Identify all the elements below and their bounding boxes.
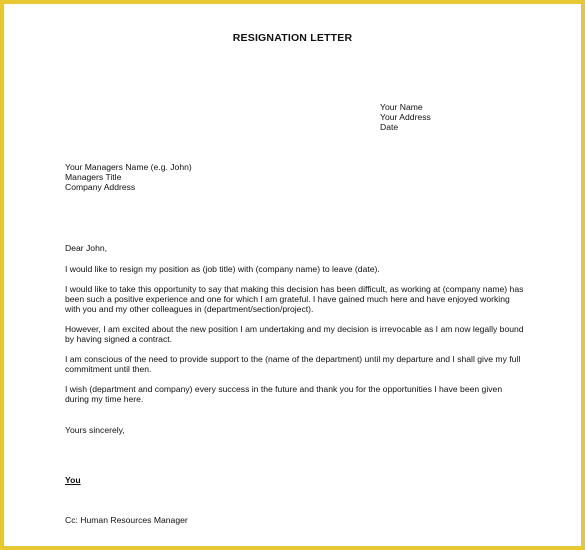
recipient-block <box>65 162 192 192</box>
paragraph-new-position: However, I am excited about the new position I am undertaking and my decision is irrevocable as I am now legally bound by having signed a contract. <box>65 324 524 344</box>
recipient-name: Your Managers Name (e.g. John) <box>65 162 192 172</box>
letter-page <box>4 4 581 546</box>
paragraph-support: I am conscious of the need to provide support to the (name of the department) until my departure and I shall give my full commitment until then. <box>65 354 521 374</box>
paragraph-resignation: I would like to resign my position as (job title) with (company name) to leave (date). <box>65 264 380 274</box>
sender-block <box>380 102 431 132</box>
paragraph-gratitude: I would like to take this opportunity to say that making this decision has been difficult, as working at (company name) has been such a positive experience and one for which I am grateful. I have gained much here and have enjoyed working with you and my other colleagues in (department/section/project). <box>65 284 524 314</box>
sender-date: Date <box>380 122 399 132</box>
recipient-title: Managers Title <box>65 172 122 182</box>
recipient-address: Company Address <box>65 182 136 192</box>
cc-line: Cc: Human Resources Manager <box>65 515 188 525</box>
paragraph-well-wishes: I wish (department and company) every success in the future and thank you for the opportunities I have been given during my time here. <box>65 384 503 404</box>
document-title: RESIGNATION LETTER <box>232 32 353 44</box>
sender-address: Your Address <box>380 112 431 122</box>
signature: You <box>65 475 81 485</box>
sender-name: Your Name <box>380 102 423 112</box>
greeting: Dear John, <box>65 243 108 253</box>
closing: Yours sincerely, <box>65 425 125 435</box>
